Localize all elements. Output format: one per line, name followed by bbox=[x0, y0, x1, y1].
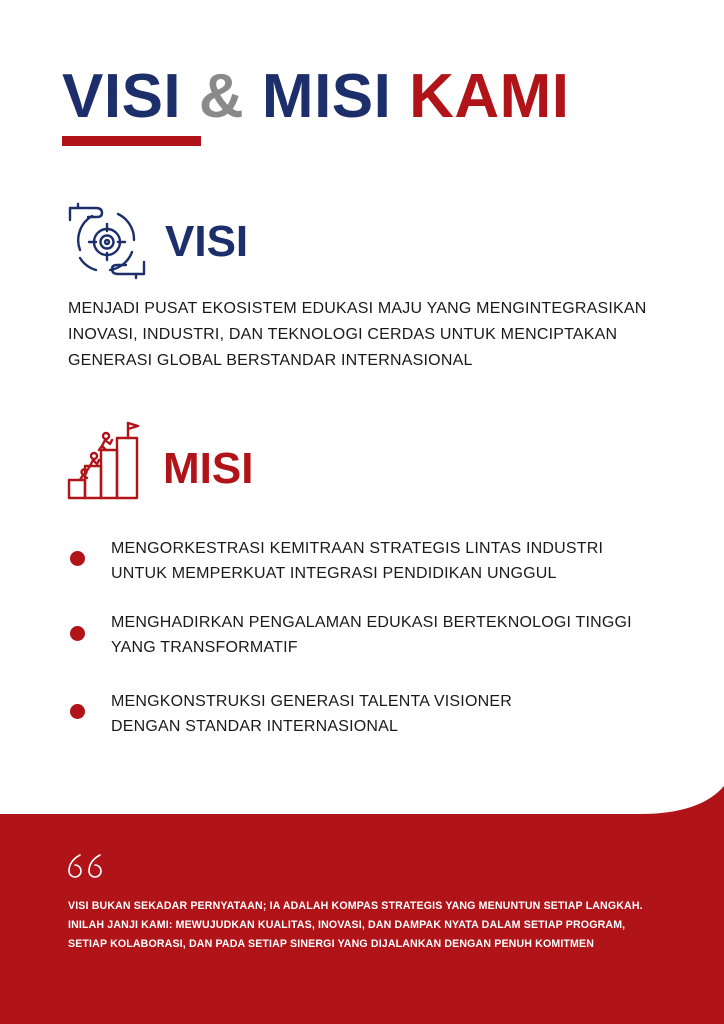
misi-item-text bbox=[111, 536, 603, 586]
footer-band bbox=[0, 760, 724, 1024]
title-visi-word: VISI bbox=[62, 62, 182, 131]
misi-line: YANG TRANSFORMATIF bbox=[111, 639, 298, 656]
visi-heading: VISI bbox=[165, 217, 249, 266]
footer-line: VISI BUKAN SEKADAR PERNYATAAN; IA ADALAH KOMPAS STRATEGIS YANG MENUNTUN SETIAP LANGKAH. bbox=[68, 900, 643, 912]
misi-line: MENGKONSTRUKSI GENERASI TALENTA VISIONER bbox=[111, 693, 512, 710]
visi-line: MENJADI PUSAT EKOSISTEM EDUKASI MAJU YANG MENGINTEGRASIKAN bbox=[68, 300, 647, 317]
bullet-dot bbox=[70, 704, 85, 719]
climbing-bars-icon bbox=[66, 420, 146, 502]
misi-line: UNTUK MEMPERKUAT INTEGRASI PENDIDIKAN UNGGUL bbox=[111, 565, 557, 582]
title-misi-word: MISI bbox=[261, 62, 392, 131]
misi-heading: MISI bbox=[163, 444, 254, 493]
footer-quote bbox=[68, 897, 668, 954]
misi-line: MENGHADIRKAN PENGALAMAN EDUKASI BERTEKNOLOGI TINGGI bbox=[111, 614, 632, 631]
misi-line: DENGAN STANDAR INTERNASIONAL bbox=[111, 718, 399, 735]
visi-line: INOVASI, INDUSTRI, DAN TEKNOLOGI CERDAS UNTUK MENCIPTAKAN bbox=[68, 326, 618, 343]
quote-icon bbox=[66, 853, 106, 883]
footer-line: SETIAP KOLABORASI, DAN PADA SETIAP SINERGI YANG DIJALANKAN DENGAN PENUH KOMITMEN bbox=[68, 938, 595, 950]
visi-statement bbox=[68, 296, 678, 374]
misi-item-text bbox=[111, 689, 512, 739]
visi-line: GENERASI GLOBAL BERSTANDAR INTERNASIONAL bbox=[68, 352, 473, 369]
title-kami-word: KAMI bbox=[409, 62, 570, 131]
bullet-dot bbox=[70, 551, 85, 566]
title-ampersand: & bbox=[198, 62, 245, 131]
title-underline bbox=[62, 136, 201, 146]
misi-line: MENGORKESTRASI KEMITRAAN STRATEGIS LINTAS INDUSTRI bbox=[111, 540, 604, 557]
bullet-dot bbox=[70, 626, 85, 641]
page-title bbox=[62, 62, 570, 132]
footer-line: INILAH JANJI KAMI: MEWUJUDKAN KUALITAS, INOVASI, DAN DAMPAK NYATA DALAM SETIAP PROGRAM, bbox=[68, 919, 626, 931]
target-hands-icon bbox=[66, 200, 148, 282]
misi-item-text bbox=[111, 610, 632, 660]
